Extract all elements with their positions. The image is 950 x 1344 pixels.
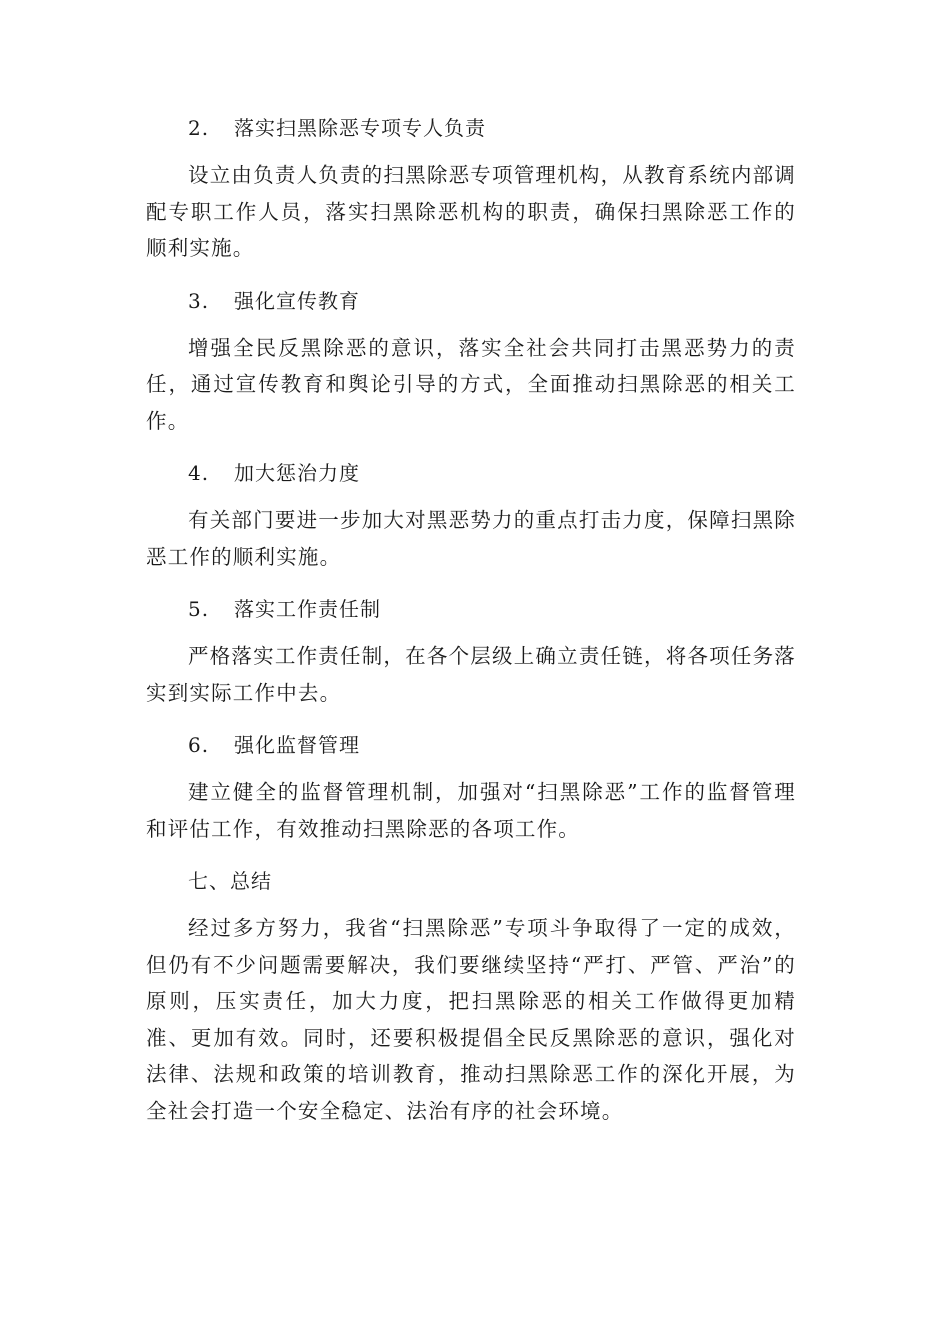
section-paragraph-2: 设立由负责人负责的扫黑除恶专项管理机构，从教育系统内部调配专职工作人员，落实扫黑除恶机构的职责，确保扫黑除恶工作的顺利实施。 bbox=[146, 163, 796, 260]
section-heading-6 bbox=[146, 725, 796, 765]
section-number: 4. bbox=[188, 461, 210, 485]
section-number: 6. bbox=[188, 733, 210, 757]
section-title: 落实扫黑除恶专项专人负责 bbox=[234, 116, 486, 140]
document-body bbox=[146, 108, 796, 1143]
summary-heading: 七、总结 bbox=[188, 869, 272, 893]
section-number: 5. bbox=[188, 597, 210, 621]
section-heading-4 bbox=[146, 453, 796, 493]
section-paragraph-3: 增强全民反黑除恶的意识，落实全社会共同打击黑恶势力的责任，通过宣传教育和舆论引导的方式，全面推动扫黑除恶的相关工作。 bbox=[146, 335, 796, 433]
section-paragraph-4: 有关部门要进一步加大对黑恶势力的重点打击力度，保障扫黑除恶工作的顺利实施。 bbox=[146, 508, 796, 569]
section-number: 3. bbox=[188, 288, 210, 313]
section-paragraph-6: 建立健全的监督管理机制，加强对“扫黑除恶”工作的监督管理和评估工作，有效推动扫黑除恶的各项工作。 bbox=[146, 780, 796, 841]
section-heading-5 bbox=[146, 589, 796, 629]
summary-paragraph: 经过多方努力，我省“扫黑除恶”专项斗争取得了一定的成效，但仍有不少问题需要解决，我们要继续坚持“严打、严管、严治”的原则，压实责任，加大力度，把扫黑除恶的相关工作做得更加精准、更加有效。同时，还要积极提倡全民反黑除恶的意识，强化对法律、法规和政策的培训教育，推动扫黑除恶工作的深化开展，为全社会打造一个安全稳定、法治有序的社会环境。 bbox=[146, 916, 796, 1123]
section-title: 落实工作责任制 bbox=[234, 597, 381, 621]
section-number: 2. bbox=[188, 116, 210, 140]
section-title: 强化宣传教育 bbox=[234, 288, 360, 313]
section-title: 强化监督管理 bbox=[234, 733, 360, 757]
section-heading-3 bbox=[146, 281, 796, 321]
section-paragraph-5: 严格落实工作责任制，在各个层级上确立责任链，将各项任务落实到实际工作中去。 bbox=[146, 644, 796, 705]
section-title: 加大惩治力度 bbox=[234, 461, 360, 485]
section-heading-2 bbox=[146, 108, 796, 148]
